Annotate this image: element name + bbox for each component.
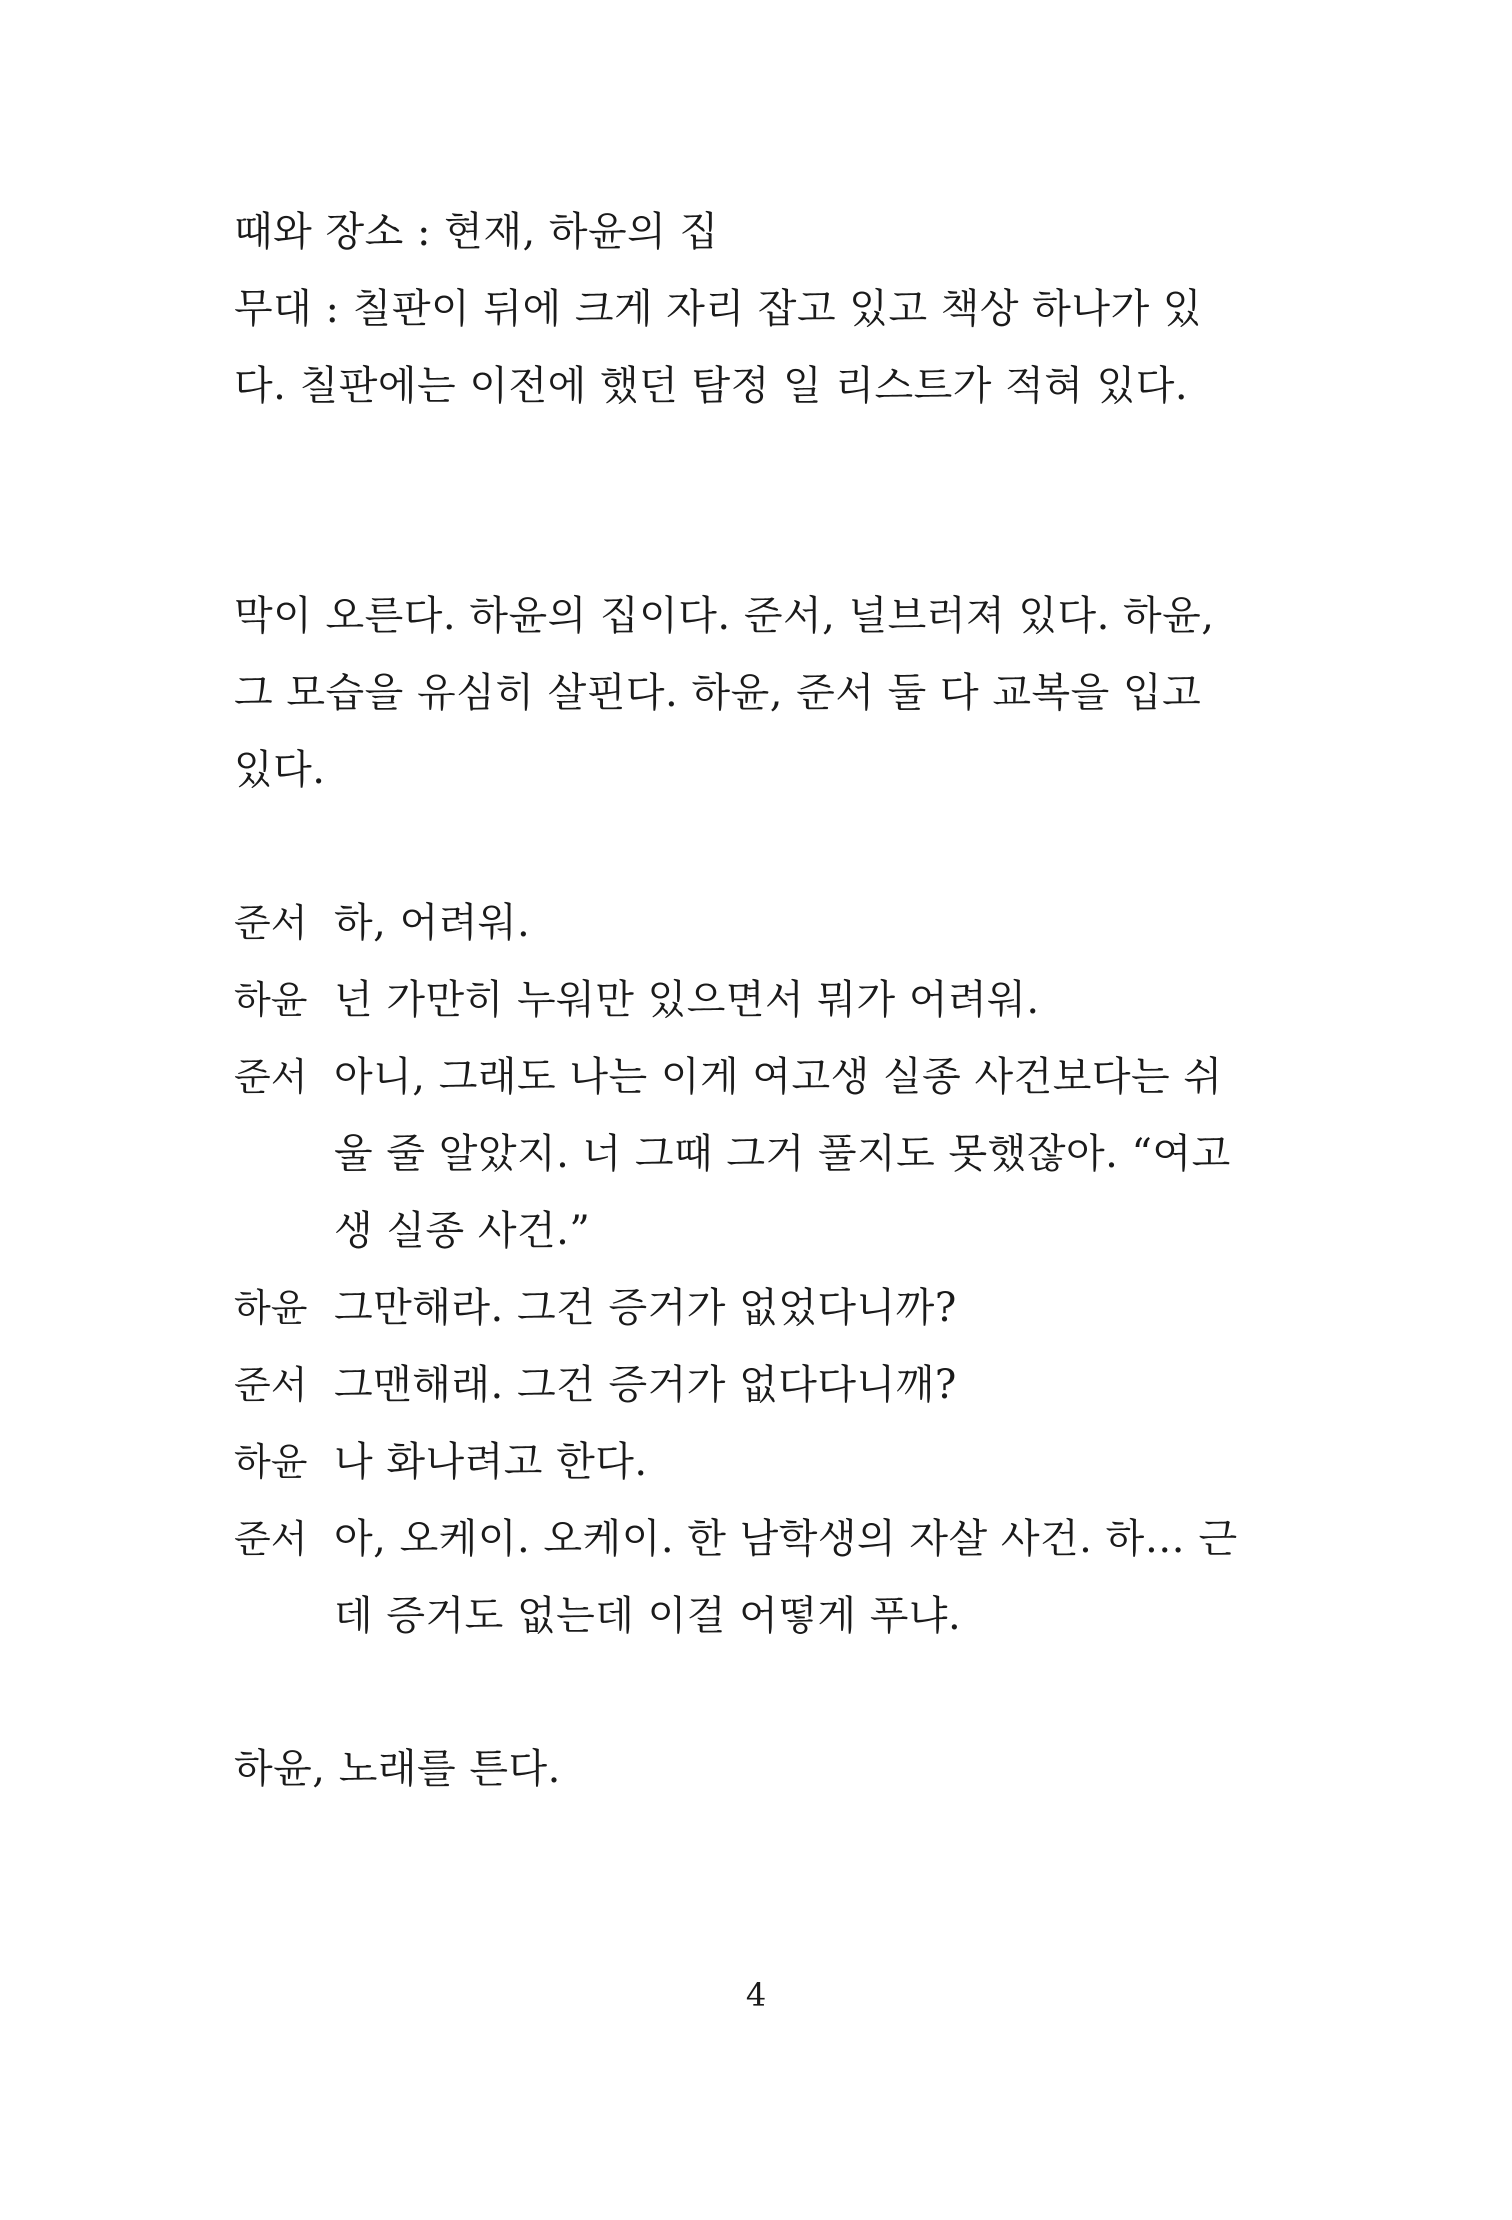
- speaker-name: 하윤: [234, 1440, 308, 1484]
- speaker-name: 준서: [234, 1363, 308, 1407]
- stage-direction-line: 그 모습을 유심히 살핀다. 하윤, 준서 둘 다 교복을 입고: [234, 670, 1202, 716]
- time-place: 때와 장소 : 현재, 하윤의 집: [234, 209, 719, 255]
- stage-direction-line: 막이 오른다. 하윤의 집이다. 준서, 널브러져 있다. 하윤,: [234, 593, 1215, 639]
- dialogue-line: 그만해라. 그건 증거가 없었다니까?: [334, 1285, 957, 1331]
- dialogue-line: 울 줄 알았지. 너 그때 그거 풀지도 못했잖아. “여고: [334, 1131, 1231, 1177]
- speaker-name: 하윤: [234, 978, 308, 1022]
- dialogue-line: 그맨해래. 그건 증거가 없다다니깨?: [334, 1362, 957, 1408]
- stage-direction: 하윤, 노래를 튼다.: [234, 1746, 561, 1792]
- speaker-name: 준서: [234, 1055, 308, 1099]
- dialogue-line: 아니, 그래도 나는 이게 여고생 실종 사건보다는 쉬: [334, 1054, 1223, 1100]
- dialogue-line: 데 증거도 없는데 이걸 어떻게 푸냐.: [334, 1593, 962, 1639]
- dialogue-line: 나 화나려고 한다.: [334, 1439, 648, 1485]
- stage-direction-line: 있다.: [234, 747, 326, 793]
- dialogue-line: 넌 가만히 누워만 있으면서 뭐가 어려워.: [334, 977, 1040, 1023]
- dialogue-line: 생 실종 사건.”: [334, 1208, 591, 1254]
- speaker-name: 하윤: [234, 1286, 308, 1330]
- dialogue-line: 하, 어려워.: [334, 900, 531, 946]
- speaker-name: 준서: [234, 1517, 308, 1561]
- stage-description-line: 무대 : 칠판이 뒤에 크게 자리 잡고 있고 책상 하나가 있: [234, 286, 1203, 332]
- stage-description-line: 다. 칠판에는 이전에 했던 탐정 일 리스트가 적혀 있다.: [234, 363, 1189, 409]
- dialogue-line: 아, 오케이. 오케이. 한 남학생의 자살 사건. 하… 근: [334, 1516, 1238, 1562]
- speaker-name: 준서: [234, 901, 308, 945]
- page-number: 4: [745, 1976, 767, 2014]
